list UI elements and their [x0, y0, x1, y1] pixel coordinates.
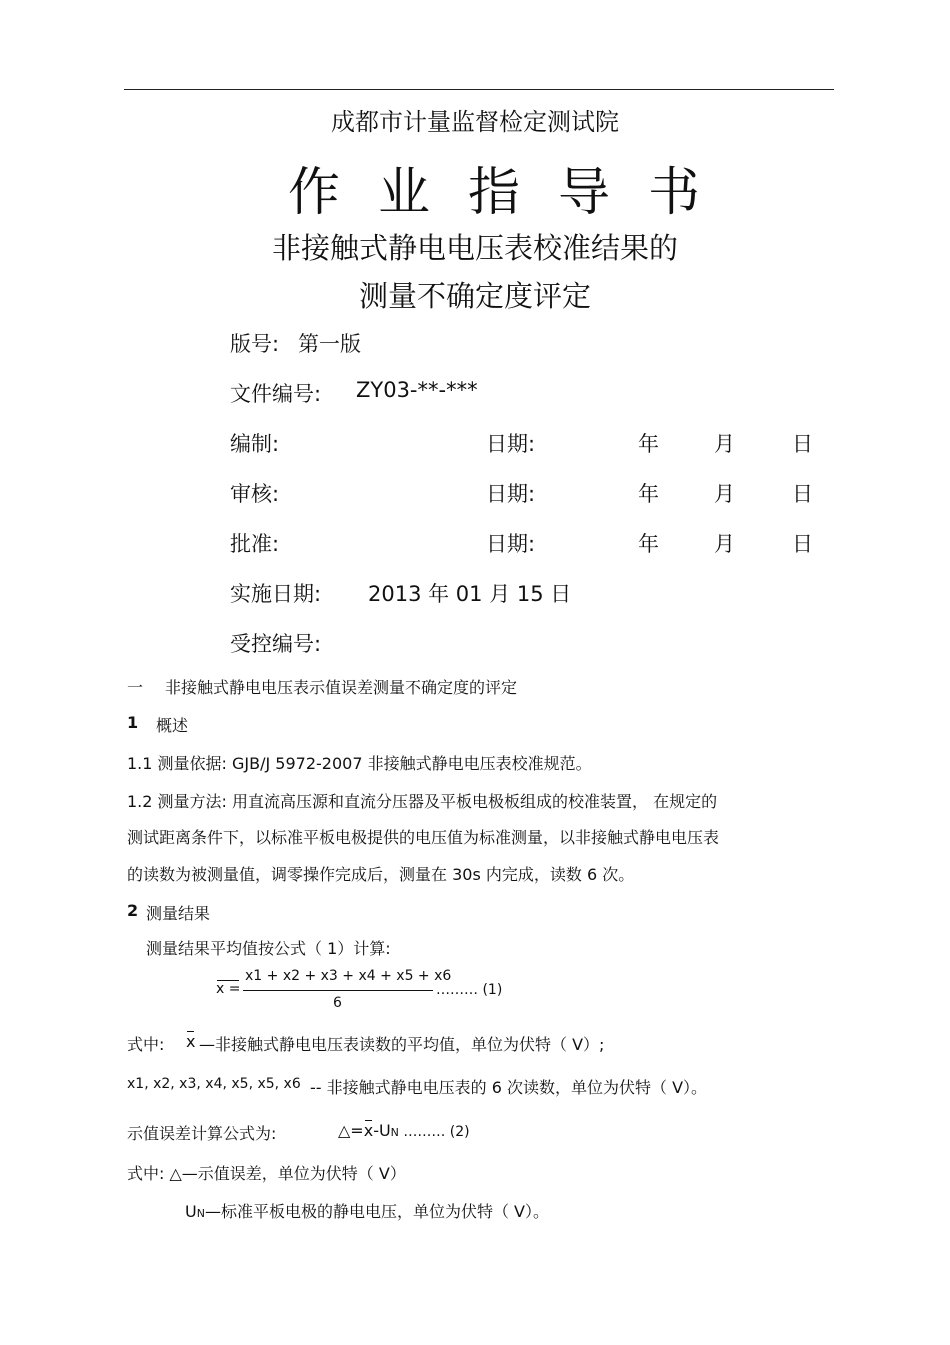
date-label: 日期:: [486, 482, 536, 506]
month-label: 月: [714, 482, 735, 506]
heading-title: 测量结果: [146, 904, 211, 923]
formula-lhs: [216, 981, 240, 997]
paragraph: 的读数为被测量值，调零操作完成后，测量在 30s 内完成，读数 6 次。: [127, 865, 635, 884]
month-label: 月: [714, 432, 735, 456]
implementation-date-label: 实施日期:: [230, 582, 322, 606]
implementation-date-value: 2013 年 01 月 15 日: [368, 582, 572, 606]
approved-by-label: 批准:: [230, 532, 280, 556]
paragraph: 1.1 测量依据: GJB/J 5972-2007 非接触式静电电压表校准规范。: [127, 754, 592, 773]
prepared-by-label: 编制:: [230, 432, 280, 456]
header-rule: [124, 89, 834, 90]
year-label: 年: [638, 532, 659, 556]
version-value: 第一版: [298, 332, 361, 356]
paragraph: 测试距离条件下，以标准平板电极提供的电压值为标准测量，以非接触式静电电压表: [127, 828, 720, 847]
control-number-label: 受控编号:: [230, 632, 322, 656]
where-definition: 式中: △—示值误差，单位为伏特（ V）: [127, 1164, 406, 1183]
formula-tag: ……… (1): [436, 982, 503, 998]
paragraph: 测量结果平均值按公式（ 1）计算:: [146, 939, 391, 958]
formula-denominator: 6: [333, 995, 342, 1011]
where-definition: —非接触式静电电压表读数的平均值，单位为伏特（ V）;: [199, 1035, 605, 1054]
reading-symbols: x1, x2, x3, x4, x5, x5, x6: [127, 1076, 301, 1092]
institute-name: 成都市计量监督检定测试院: [331, 108, 619, 136]
date-label: 日期:: [486, 432, 536, 456]
file-number-label: 文件编号:: [230, 382, 322, 406]
where-prefix: 式中:: [127, 1035, 165, 1054]
formula-label: 示值误差计算公式为:: [127, 1124, 277, 1143]
heading-title: 概述: [156, 716, 189, 735]
formula-numerator: x1 + x2 + x3 + x4 + x5 + x6: [245, 968, 452, 984]
mean-symbol: x =: [216, 981, 241, 997]
reviewed-by-label: 审核:: [230, 482, 280, 506]
formula-2: △=x-UN ……… (2): [338, 1121, 470, 1140]
month-label: 月: [714, 532, 735, 556]
date-label: 日期:: [486, 532, 536, 556]
section-title: 非接触式静电电压表示值误差测量不确定度的评定: [165, 678, 518, 697]
fraction-bar: [243, 990, 433, 991]
file-number-value: ZY03-**-***: [356, 378, 478, 402]
where-definition: UN—标准平板电极的静电电压，单位为伏特（ V）。: [185, 1202, 549, 1221]
mean-symbol: x: [186, 1032, 196, 1051]
year-label: 年: [638, 432, 659, 456]
version-label: 版号:: [230, 332, 280, 356]
year-label: 年: [638, 482, 659, 506]
where-definition: -- 非接触式静电电压表的 6 次读数，单位为伏特（ V）。: [310, 1078, 708, 1097]
section-number: 一: [127, 678, 144, 697]
subtitle-line-2: 测量不确定度评定: [358, 279, 591, 313]
subtitle-line-1: 非接触式静电电压表校准结果的: [271, 231, 678, 265]
day-label: 日: [792, 482, 813, 506]
heading-number: 1: [127, 713, 139, 732]
day-label: 日: [792, 532, 813, 556]
paragraph: 1.2 测量方法: 用直流高压源和直流分压器及平板电极板组成的校准装置， 在规定的: [127, 792, 718, 811]
day-label: 日: [792, 432, 813, 456]
heading-number: 2: [127, 901, 139, 920]
document-title: 作业指导书: [287, 163, 738, 223]
